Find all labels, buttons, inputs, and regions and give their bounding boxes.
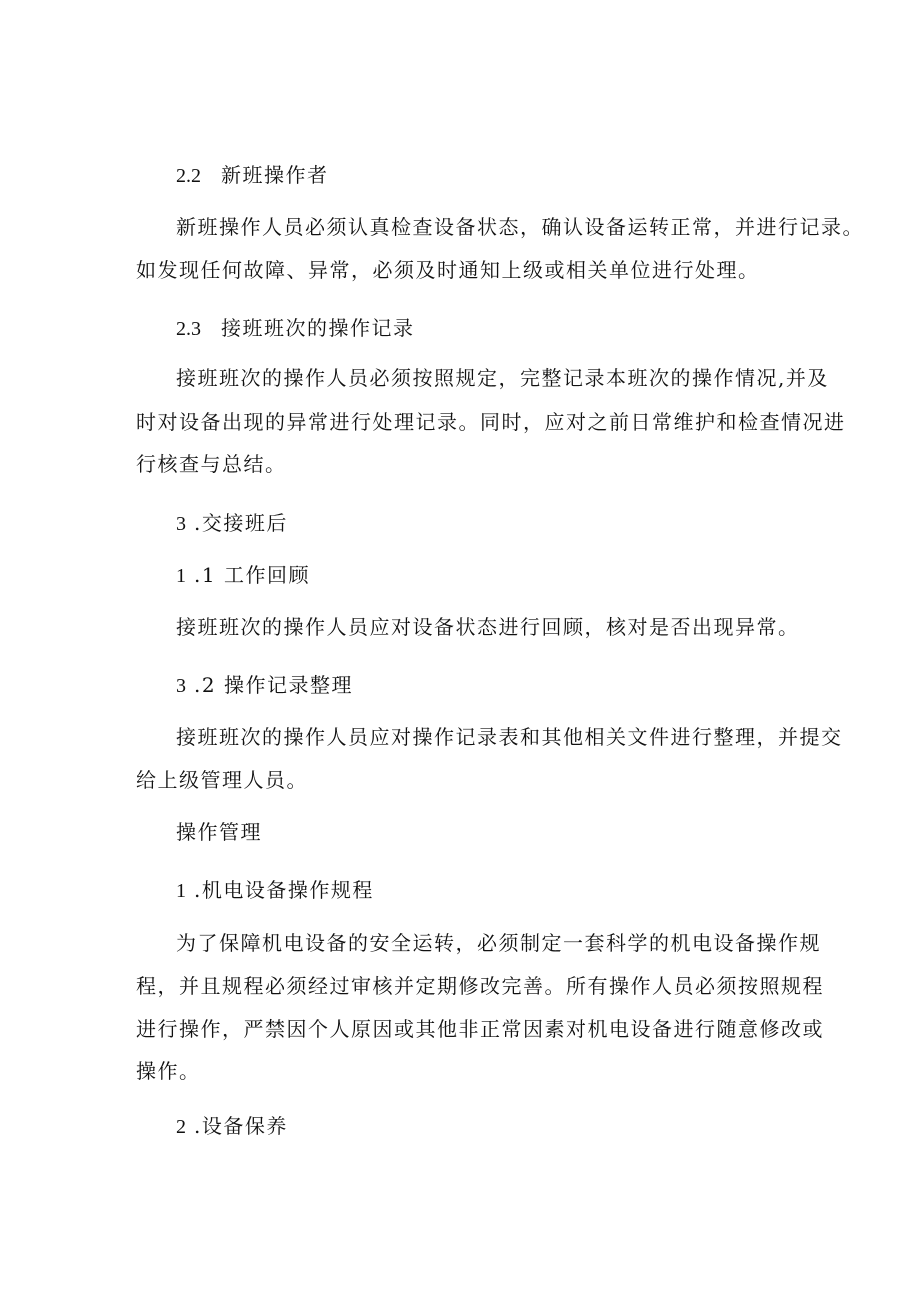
paragraph-line: 行核查与总结。 [136,452,287,476]
paragraph-line: 为了保障机电设备的安全运转，必须制定一套科学的机电设备操作规 [176,931,821,955]
section-title: .1 工作回顾 [194,563,310,587]
paragraph-line: 新班操作人员必须认真检查设备状态，确认设备运转正常，并进行记录。 [176,215,864,239]
section-number: 2.2 [176,165,201,187]
section-heading-2-3 [176,315,415,342]
section-number: 2.3 [176,318,201,340]
section-heading-3-2 [176,672,353,699]
section-number: 3 [176,675,186,697]
section-title: 接班班次的操作记录 [221,316,415,340]
paragraph-line: 接班班次的操作人员必须按照规定，完整记录本班次的操作情况,并及 [176,366,829,390]
section-number: 3 [176,513,186,535]
section-title: .2 操作记录整理 [194,673,353,697]
paragraph-line: 操作。 [136,1059,201,1083]
paragraph-line: 接班班次的操作人员应对操作记录表和其他相关文件进行整理，并提交 [176,725,843,749]
paragraph-line: 程，并且规程必须经过审核并定期修改完善。所有操作人员必须按照规程 [136,974,824,998]
paragraph-line: 给上级管理人员。 [136,768,308,792]
paragraph-line: 进行操作，严禁因个人原因或其他非正常因素对机电设备进行随意修改或 [136,1017,824,1041]
paragraph-line: 时对设备出现的异常进行处理记录。同时，应对之前日常维护和检查情况进 [136,410,846,434]
section-title: .机电设备操作规程 [194,878,374,902]
section-title: 新班操作者 [221,163,329,187]
section-heading-m1 [176,877,374,904]
section-heading-3 [176,510,288,537]
section-title: .交接班后 [194,511,288,535]
section-title: 操作管理 [176,820,262,844]
paragraph-line: 如发现任何故障、异常，必须及时通知上级或相关单位进行处理。 [136,258,760,282]
section-heading-m2 [176,1113,288,1140]
section-number: 1 [176,880,186,902]
section-heading-3-1 [176,562,310,589]
section-title: .设备保养 [194,1114,288,1138]
section-number: 2 [176,1116,186,1138]
section-heading-2-2 [176,162,329,189]
paragraph-line: 接班班次的操作人员应对设备状态进行回顾，核对是否出现异常。 [176,615,800,639]
section-number: 1 [176,565,186,587]
section-heading-management [176,819,262,845]
